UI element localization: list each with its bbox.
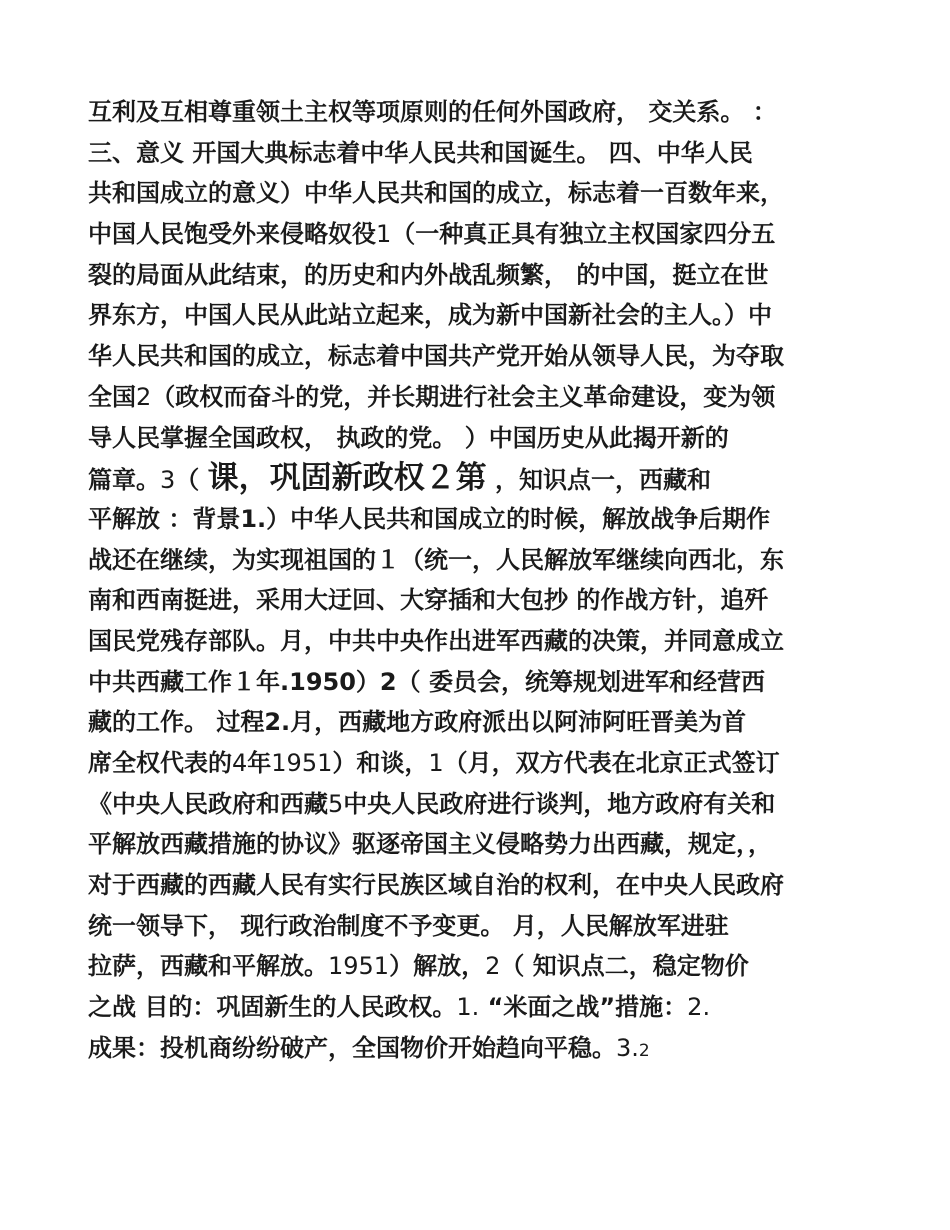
text-line: 中共西藏工作１年.1950）2（ 委员会，统筹规划进军和经营西 — [88, 667, 765, 696]
document-page — [88, 92, 868, 1069]
text-line: 平解放 ：背景1.）中华人民共和国成立的时候，解放战争后期作 — [88, 504, 771, 533]
lesson-heading: 课，巩固新政权２第 — [207, 460, 487, 497]
text-line: 《中央人民政府和西藏5中央人民政府进行谈判，地方政府有关和 — [88, 789, 776, 818]
text-line: 国民党残存部队。月，中共中央作出进军西藏的决策，并同意成立 — [88, 626, 784, 655]
text-line: 中国人民饱受外来侵略奴役1（一种真正具有独立主权国家四分五 — [88, 220, 776, 249]
text-line: 成果：投机商纷纷破产，全国物价开始趋向平稳。3.2 — [88, 1033, 650, 1062]
text-line: 南和西南挺进，采用大迂回、大穿插和大包抄 的作战方针，追歼 — [88, 586, 769, 615]
text-line: 导人民掌握全国政权， 执政的党。 ）中国历史从此揭开新的 — [88, 423, 729, 452]
text-line: 统一领导下， 现行政治制度不予变更。 月，人民解放军进驻 — [88, 911, 729, 940]
text-line: 共和国成立的意义）中华人民共和国的成立，标志着一百数年来， — [88, 179, 784, 208]
text-line: 对于西藏的西藏人民有实行民族区域自治的权利，在中央人民政府 — [88, 871, 784, 900]
text-line: 之战 目的：巩固新生的人民政权。1. “米面之战”措施：2. — [88, 993, 711, 1022]
text-line: 华人民共和国的成立，标志着中国共产党开始从领导人民，为夺取 — [88, 342, 784, 371]
text-line: 互利及互相尊重领土主权等项原则的任何外国政府， 交关系。 ： — [88, 98, 777, 126]
text-line: 平解放西藏措施的协议》驱逐帝国主义侵略势力出西藏，规定，， — [88, 830, 772, 859]
text-line: 界东方，中国人民从此站立起来，成为新中国新社会的主人。）中 — [88, 301, 772, 330]
text-line: 拉萨，西藏和平解放。1951）解放，2（ 知识点二，稳定物价 — [88, 952, 749, 981]
text-line: 篇章。3（ 课，巩固新政权２第 ，知识点一，西藏和 — [88, 460, 711, 497]
text-line: 藏的工作。 过程2.月，西藏地方政府派出以阿沛阿旺晋美为首 — [88, 708, 747, 737]
text-line: 全国2（政权而奋斗的党，并长期进行社会主义革命建设，变为领 — [88, 382, 776, 411]
text-line: 席全权代表的4年1951）和谈，1（月，双方代表在北京正式签订 — [88, 749, 780, 777]
text-line: 战还在继续，为实现祖国的１（统一，人民解放军继续向西北，东 — [88, 545, 784, 574]
page-number: 2 — [638, 1040, 650, 1061]
text-line: 裂的局面从此结束，的历史和内外战乱频繁， 的中国，挺立在世 — [88, 260, 769, 289]
text-line: 三、意义 开国大典标志着中华人民共和国诞生。 四、中华人民 — [88, 138, 753, 167]
